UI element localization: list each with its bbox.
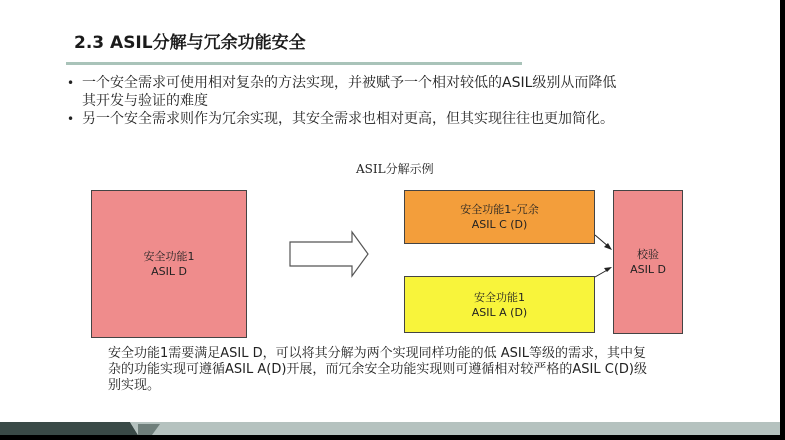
bullet-marker: • [67, 76, 75, 90]
bullet-text-line: 另一个安全需求则作为冗余实现，其安全需求也相对更高，但其实现往往也更加简化。 [82, 111, 614, 127]
verification-box [613, 190, 683, 334]
footer-light-band [130, 422, 780, 435]
footer-bar [0, 422, 780, 435]
box-asil: ASIL D [630, 263, 666, 276]
diagram-title: ASIL分解示例 [356, 162, 434, 176]
box-label: 安全功能1 [143, 250, 195, 263]
box-asil: ASIL D [151, 265, 187, 278]
slide-title: 2.3 ASIL分解与冗余功能安全 [74, 33, 306, 53]
caption-line: 别实现。 [108, 378, 161, 393]
box-label: 安全功能1–冗余 [460, 203, 539, 216]
footer-dark-band [0, 422, 138, 435]
box-label: 安全功能1 [474, 290, 525, 304]
redundant-function-box [404, 190, 595, 244]
box-asil: ASIL C (D) [471, 218, 528, 231]
box-asil: ASIL A (D) [471, 305, 528, 319]
bullet-text-line: 一个安全需求可使用相对复杂的方法实现，并被赋予一个相对较低的ASIL级别从而降低 [82, 75, 617, 91]
asil-a-function-box [404, 276, 595, 333]
bullet-marker: • [67, 112, 75, 126]
bullet-text-line: 其开发与验证的难度 [82, 93, 208, 109]
decomposition-arrow [290, 232, 368, 276]
caption-line: 安全功能1需要满足ASIL D，可以将其分解为两个实现同样功能的低 ASIL等级的需求，其中复 [108, 346, 646, 361]
box-label: 校验 [637, 248, 659, 261]
caption-text [108, 346, 708, 394]
caption-line: 杂的功能实现可遵循ASIL A(D)开展，而冗余安全功能实现则可遵循相对较严格的ASIL C(D)级 [108, 362, 647, 377]
